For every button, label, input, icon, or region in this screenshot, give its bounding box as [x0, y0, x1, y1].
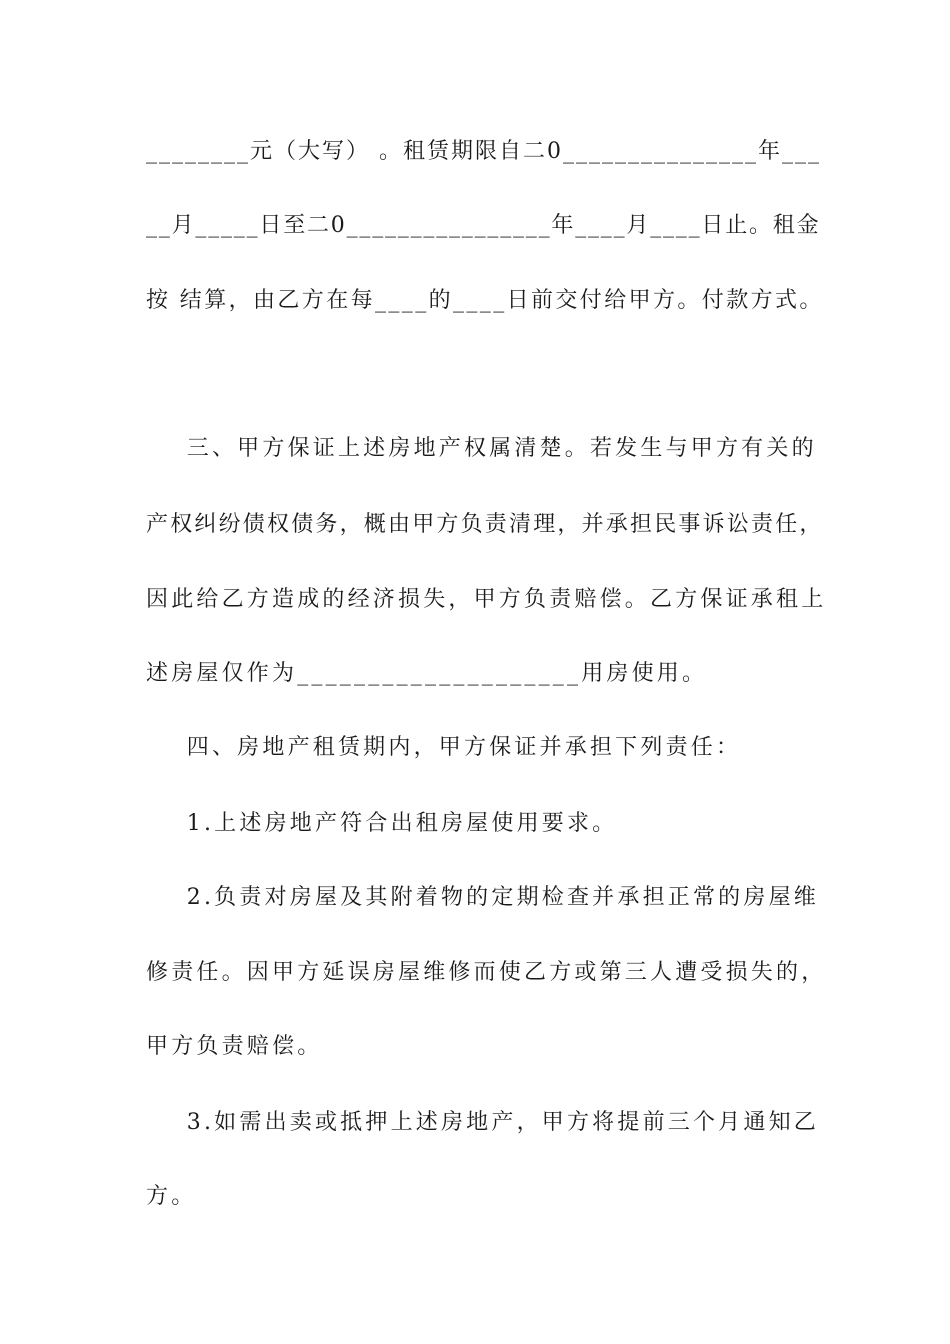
text-line-11: 修责任。因甲方延误房屋维修而使乙方或第三人遭受损失的， — [146, 960, 827, 985]
text-line-13: 3.如需出卖或抵押上述房地产，甲方将提前三个月通知乙 — [146, 1110, 819, 1135]
text-line-3: 按 结算，由乙方在每____的____日前交付给甲方。付款方式。 — [146, 288, 824, 313]
text-line-12: 甲方负责赔偿。 — [146, 1034, 323, 1059]
text-line-5: 产权纠纷债权债务，概由甲方负责清理，并承担民事诉讼责任， — [146, 512, 824, 537]
text-line-14: 方。 — [146, 1184, 197, 1209]
text-line-1: ________元（大写） 。租赁期限自二0_______________年___ — [146, 139, 821, 164]
text-line-8: 四、房地产租赁期内，甲方保证并承担下列责任： — [146, 735, 742, 760]
text-line-10: 2.负责对房屋及其附着物的定期检查并承担正常的房屋维 — [146, 885, 819, 910]
text-line-2: __月_____日至二0________________年____月____日止。租金 — [146, 213, 821, 238]
text-line-4: 三、甲方保证上述房地产权属清楚。若发生与甲方有关的 — [146, 436, 817, 461]
text-line-7: 述房屋仅作为____________________用房使用。 — [146, 661, 708, 686]
text-line-6: 因此给乙方造成的经济损失，甲方负责赔偿。乙方保证承租上 — [146, 587, 827, 612]
text-line-9: 1.上述房地产符合出租房屋使用要求。 — [146, 811, 618, 836]
